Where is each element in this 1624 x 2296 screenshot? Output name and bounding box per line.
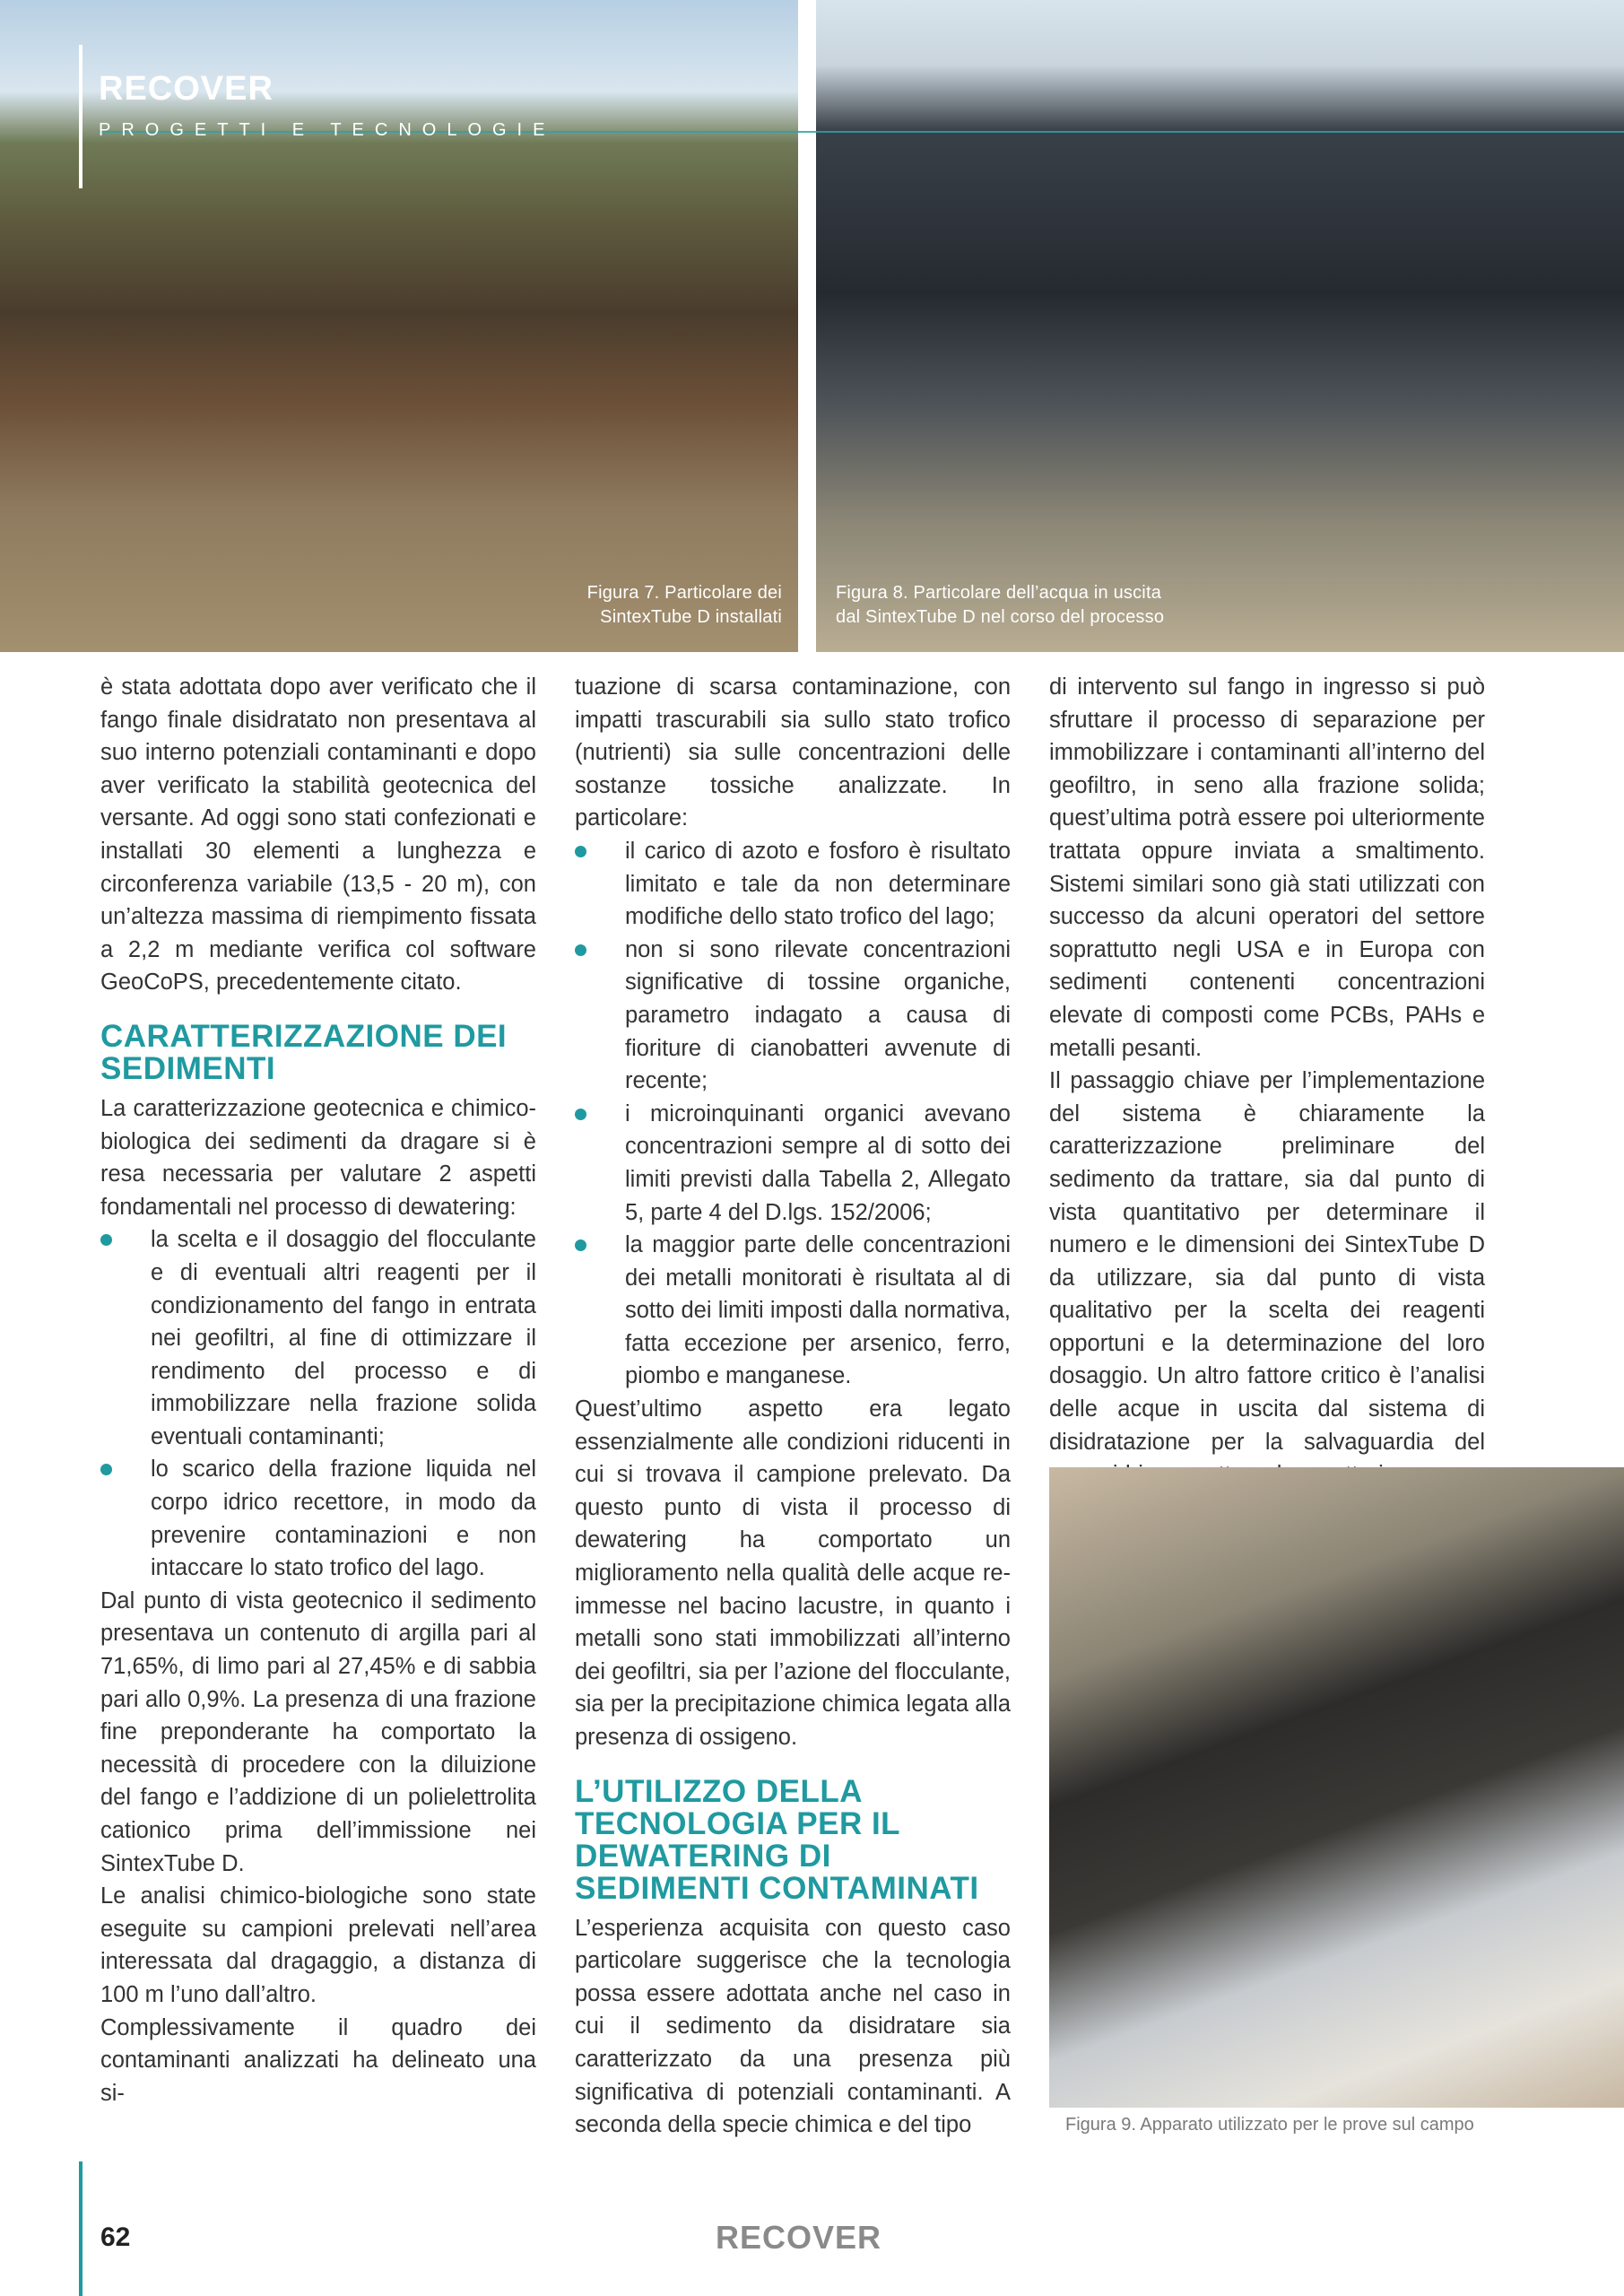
column-3 bbox=[1049, 671, 1485, 1492]
paragraph: Complessivamente il quadro dei contaminanti analizzati ha delineato una si- bbox=[100, 2014, 536, 2106]
footer-rule bbox=[79, 2161, 83, 2296]
figure-7-caption: Figura 7. Particolare dei SintexTube D installati bbox=[586, 583, 782, 627]
list-item bbox=[575, 1229, 1011, 1393]
header-rule-vertical bbox=[79, 45, 83, 188]
paragraph: Dal punto di vista geotecnico il sedimento presentava un contenuto di argilla pari al 71,65%, di limo pari al 27,45% e di sabbia pari allo 0,9%. La presenza di una frazione fine preponderante ha comportato la necessità di procedere con la diluizione del fango e l’addizione di un polielettrolita cationico prima dell’immissione nei SintexTube D. bbox=[100, 1587, 536, 1876]
bullet-icon bbox=[575, 1239, 586, 1251]
bullet-list bbox=[100, 1223, 536, 1585]
list-item bbox=[575, 934, 1011, 1098]
paragraph: tuazione di scarsa contaminazione, con impatti trascurabili sia sullo stato trofico (nutrienti) sia sulle concentrazioni delle sostanze tossiche analizzate. In particolare: bbox=[575, 674, 1011, 831]
figure-8-caption: Figura 8. Particolare dell’acqua in uscita dal SintexTube D nel corso del processo bbox=[836, 583, 1165, 627]
section-heading: CARATTERIZZAZIONE DEI SEDIMENTI bbox=[100, 1018, 508, 1086]
photo-sintextube-water-outlet bbox=[816, 0, 1624, 652]
list-item-text: la maggior parte delle concentrazioni dei metalli monitorati è risultata al di sotto dei limiti imposti dalla normativa, fatta eccezione per arsenico, ferro, piombo e manganese. bbox=[625, 1232, 1011, 1389]
paragraph: Le analisi chimico-biologiche sono state eseguite su campioni prelevati nell’area interessata dal dragaggio, a distanza di 100 m l’uno dall’altro. bbox=[100, 1883, 536, 2007]
paragraph: L’esperienza acquisita con questo caso particolare suggerisce che la tecnologia possa essere adottata anche nel caso in cui il sedimento da disidratare sia caratterizzato da una presenza più significativa di potenziali contaminanti. A seconda della specie chimica e del tipo bbox=[575, 1915, 1011, 2138]
header-section-title: PROGETTI E TECNOLOGIE bbox=[99, 120, 556, 140]
list-item bbox=[575, 835, 1011, 934]
header-logo: RECOVER bbox=[99, 70, 274, 108]
list-item-text: non si sono rilevate concentrazioni significative di tossine organiche, parametro indagato a causa di fioriture di cianobatteri avvenute di recente; bbox=[625, 936, 1011, 1094]
list-item-text: i microinquinanti organici avevano concentrazioni sempre al di sotto dei limiti previsti dalla Tabella 2, Allegato 5, parte 4 del D.lgs. 152/2006; bbox=[625, 1100, 1011, 1225]
list-item bbox=[575, 1098, 1011, 1229]
paragraph: Il passaggio chiave per l’implementazione del sistema è chiaramente la caratterizzazione preliminare del sedimento da trattare, sia dal punto di vista quantitativo per determinare il numero e le dimensioni dei SintexTube D da utilizzare, sia dal punto di vista qualitativo per la scelta dei reagenti opportuni e la determinazione del loro dosaggio. Un altro fattore critico è l’analisi delle acque in uscita dal sistema di disidratazione per la salvaguardia del bbox=[1049, 1068, 1485, 1455]
bullet-list bbox=[575, 835, 1011, 1393]
column-2 bbox=[575, 671, 1011, 2142]
column-1 bbox=[100, 671, 536, 2109]
list-item bbox=[100, 1453, 536, 1584]
bullet-icon bbox=[575, 1109, 586, 1120]
page-number: 62 bbox=[100, 2222, 131, 2252]
list-item-text: lo scarico della frazione liquida nel corpo idrico recettore, in modo da prevenire contaminazioni e non intaccare lo stato trofico del lago. bbox=[151, 1457, 536, 1581]
paragraph: di intervento sul fango in ingresso si può sfruttare il processo di separazione per immobilizzare i contaminanti all’interno del geofiltro, in seno alla frazione solida; quest’ultima potrà essere poi ulteriormente trattata oppure inviata a smaltimento. Sistemi similari sono già stati utilizzati con successo da alcuni operatori del settore soprattutto negli USA e in Europa con sedimenti contenenti concentrazioni elevate di composti come PCBs, PAHs e metalli pesanti. bbox=[1049, 674, 1485, 1061]
figure-9-caption: Figura 9. Apparato utilizzato per le prove sul campo bbox=[1065, 2115, 1474, 2135]
photo-field-test-apparatus bbox=[1049, 1467, 1624, 2108]
paragraph: è stata adottata dopo aver verificato che il fango finale disidratato non presentava al suo interno potenziali contaminanti e dopo aver verificato la stabilità geotecnica del versante. Ad oggi sono stati confezionati e installati 30 elementi a lunghezza e circonferenza variabile (13,5 - 20 m), con un’altezza massima di riempimento fissata a 2,2 m mediante verifica col software GeoCoPS, precedentemente citato. bbox=[100, 674, 536, 996]
list-item bbox=[100, 1223, 536, 1453]
list-item-text: il carico di azoto e fosforo è risultato limitato e tale da non determinare modifiche dello stato trofico del lago; bbox=[625, 838, 1011, 930]
bullet-icon bbox=[100, 1234, 112, 1246]
section-heading: L’UTILIZZO DELLA TECNOLOGIA PER IL DEWATERING DI SEDIMENTI CONTAMINATI bbox=[575, 1773, 979, 1906]
bullet-icon bbox=[100, 1464, 112, 1475]
bullet-icon bbox=[575, 944, 586, 956]
footer-logo: RECOVER bbox=[716, 2219, 882, 2256]
bullet-icon bbox=[575, 846, 586, 857]
list-item-text: la scelta e il dosaggio del flocculante e di eventuali altri reagenti per il condizionamento del fango in entrata nei geofiltri, al fine di ottimizzare il rendimento del processo e di immobilizzare nella frazione solida eventuali contaminanti; bbox=[151, 1227, 536, 1449]
paragraph: La caratterizzazione geotecnica e chimico-biologica dei sedimenti da dragare si è resa necessaria per valutare 2 aspetti fondamentali nel processo di dewatering: bbox=[100, 1095, 536, 1220]
paragraph: Quest’ultimo aspetto era legato essenzialmente alle condizioni riducenti in cui si trovava il campione prelevato. Da questo punto di vista il processo di dewatering ha comportato un miglioramento nella qualità delle acque re-immesse nel bacino lacustre, in quanto i metalli sono stati immobilizzati all’interno dei geofiltri, sia per l’azione del flocculante, sia per la precipitazione chimica legata alla presenza di ossigeno. bbox=[575, 1396, 1011, 1750]
